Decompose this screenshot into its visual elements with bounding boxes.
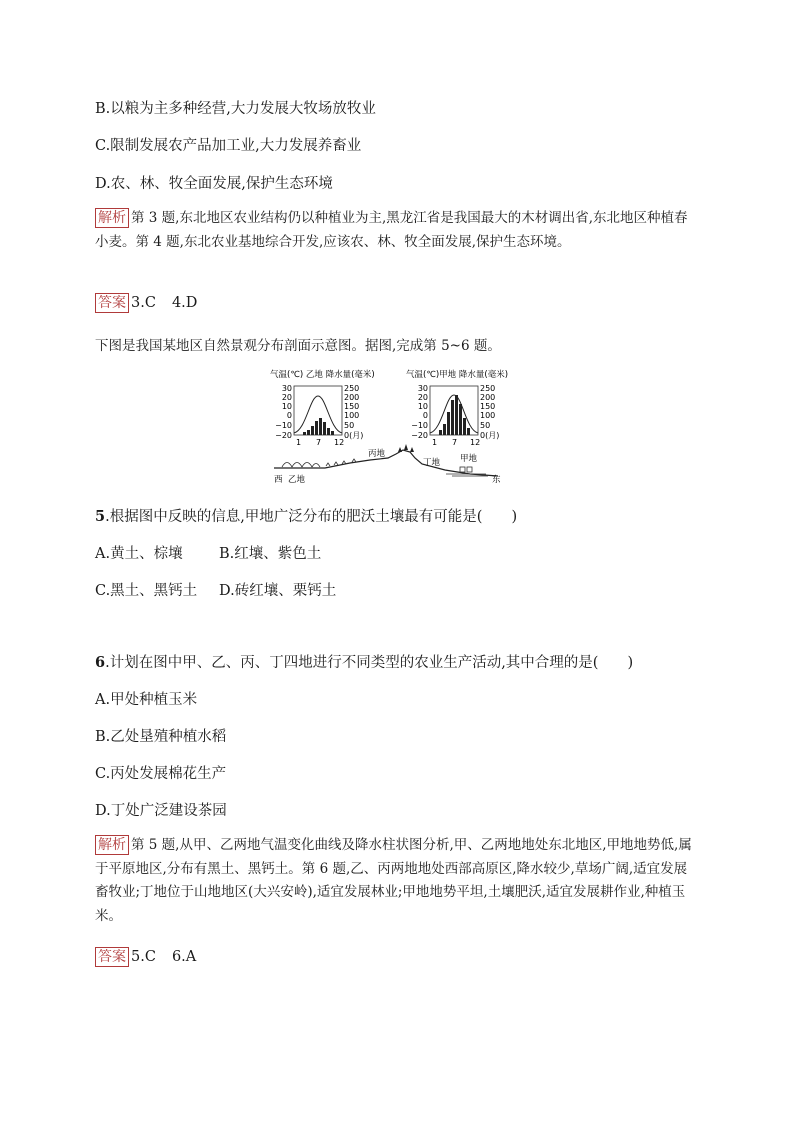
analysis-tag: 解析	[95, 835, 129, 855]
temp-tick: 0	[422, 411, 428, 420]
option-d: D.砖红壤、栗钙土	[219, 583, 337, 599]
option-b: B.红壤、紫色土	[219, 546, 322, 562]
analysis-block-1	[95, 207, 700, 254]
answer-tag: 答案	[95, 293, 129, 313]
grassland-symbols	[282, 459, 356, 467]
temp-tick: 30	[417, 384, 428, 393]
precip-tick: 50	[480, 421, 491, 430]
chart-header-yi: 气温(℃) 乙地 降水量(毫米)	[270, 370, 375, 380]
month-tick: 1	[296, 438, 302, 447]
answer-block-2	[95, 947, 196, 967]
label-west: 西	[274, 475, 283, 484]
analysis-text: 第 5 题,从甲、乙两地气温变化曲线及降水柱状图分析,甲、乙两地地处东北地区,甲地地势低,属于平原地区,分布有黑土、黑钙土。第 6 题,乙、丙两地地处西部高原区,降水较少,草场广阔,适宜发展畜牧业;丁地位于山地地区(大兴安岭),适宜发展林业;甲地地势平坦,土壤肥沃,适宜发展耕作业,种植玉米。	[95, 837, 692, 924]
q6-option-b: B.乙处垦殖种植水稻	[95, 729, 227, 745]
q6-option-a: A.甲处种植玉米	[95, 692, 198, 708]
q6-option-c: C.丙处发展棉花生产	[95, 766, 227, 782]
chart-header-jia: 气温(℃)甲地 降水量(毫米)	[406, 370, 509, 380]
question-6-stem	[95, 651, 633, 672]
precip-bars	[303, 418, 334, 435]
temp-tick: 20	[417, 393, 428, 402]
label-bing: 丙地	[368, 449, 386, 459]
precip-tick: 250	[344, 384, 360, 393]
month-tick: 12	[470, 438, 481, 447]
analysis-text: 第 3 题,东北地区农业结构仍以种植业为主,黑龙江省是我国最大的木材调出省,东北地区种植春小麦。第 4 题,东北农业基地综合开发,应该农、林、牧全面发展,保护生态环境。	[95, 210, 688, 250]
q4-option-b: B.以粮为主多种经营,大力发展大牧场放牧业	[95, 101, 376, 117]
temp-tick: 0	[286, 411, 292, 420]
climate-chart-yi	[270, 369, 375, 447]
answer-tag: 答案	[95, 947, 129, 967]
landscape-profile-figure	[270, 366, 515, 484]
precip-tick: 200	[480, 393, 496, 402]
precip-tick: 150	[344, 402, 360, 411]
question-5-stem	[95, 505, 517, 526]
question-text: .根据图中反映的信息,甲地广泛分布的肥沃土壤最有可能是( )	[105, 509, 518, 525]
question-number: 5	[95, 508, 106, 525]
answer-value: 6.A	[171, 949, 197, 965]
precip-tick: 0(月)	[344, 431, 364, 440]
analysis-tag: 解析	[95, 208, 129, 228]
precip-tick: 200	[344, 393, 360, 402]
option-c: C.黑土、黑钙土	[95, 583, 198, 599]
temp-tick: 10	[281, 402, 292, 411]
question-number: 6	[95, 654, 106, 671]
q6-option-d: D.丁处广泛建设茶园	[95, 803, 227, 819]
temp-tick: −20	[411, 431, 428, 440]
precip-tick: 0(月)	[480, 431, 500, 440]
precip-tick: 250	[480, 384, 496, 393]
temp-tick: −10	[275, 421, 292, 430]
month-tick: 7	[316, 438, 322, 447]
precip-tick: 150	[480, 402, 496, 411]
temp-tick: 30	[281, 384, 292, 393]
precip-tick: 100	[344, 411, 360, 420]
question-text: .计划在图中甲、乙、丙、丁四地进行不同类型的农业生产活动,其中合理的是( )	[105, 655, 634, 671]
figure-intro: 下图是我国某地区自然景观分布剖面示意图。据图,完成第 5~6 题。	[95, 338, 501, 354]
climate-chart-jia	[406, 369, 508, 447]
answer-value: 4.D	[171, 295, 198, 311]
label-jia: 甲地	[460, 454, 478, 464]
month-tick: 1	[432, 438, 438, 447]
temp-tick: 20	[281, 393, 292, 402]
option-a: A.黄土、棕壤	[95, 546, 183, 562]
temp-tick: −20	[275, 431, 292, 440]
q4-option-c: C.限制发展农产品加工业,大力发展养畜业	[95, 138, 362, 154]
precip-tick: 100	[480, 411, 496, 420]
analysis-block-2	[95, 834, 700, 928]
terrain-profile	[274, 444, 501, 484]
q4-option-d: D.农、林、牧全面发展,保护生态环境	[95, 176, 333, 192]
answer-value: 3.C	[131, 295, 156, 311]
month-tick: 12	[334, 438, 345, 447]
q5-options-row-1	[95, 542, 321, 563]
label-east: 东	[492, 475, 501, 484]
temp-tick: −10	[411, 421, 428, 430]
precip-tick: 50	[344, 421, 355, 430]
q5-options-row-2	[95, 579, 336, 600]
label-yi: 乙地	[288, 475, 306, 484]
temp-tick: 10	[417, 402, 428, 411]
month-tick: 7	[452, 438, 458, 447]
answer-block-1	[95, 293, 197, 313]
answer-value: 5.C	[131, 949, 156, 965]
label-ding: 丁地	[423, 458, 441, 468]
